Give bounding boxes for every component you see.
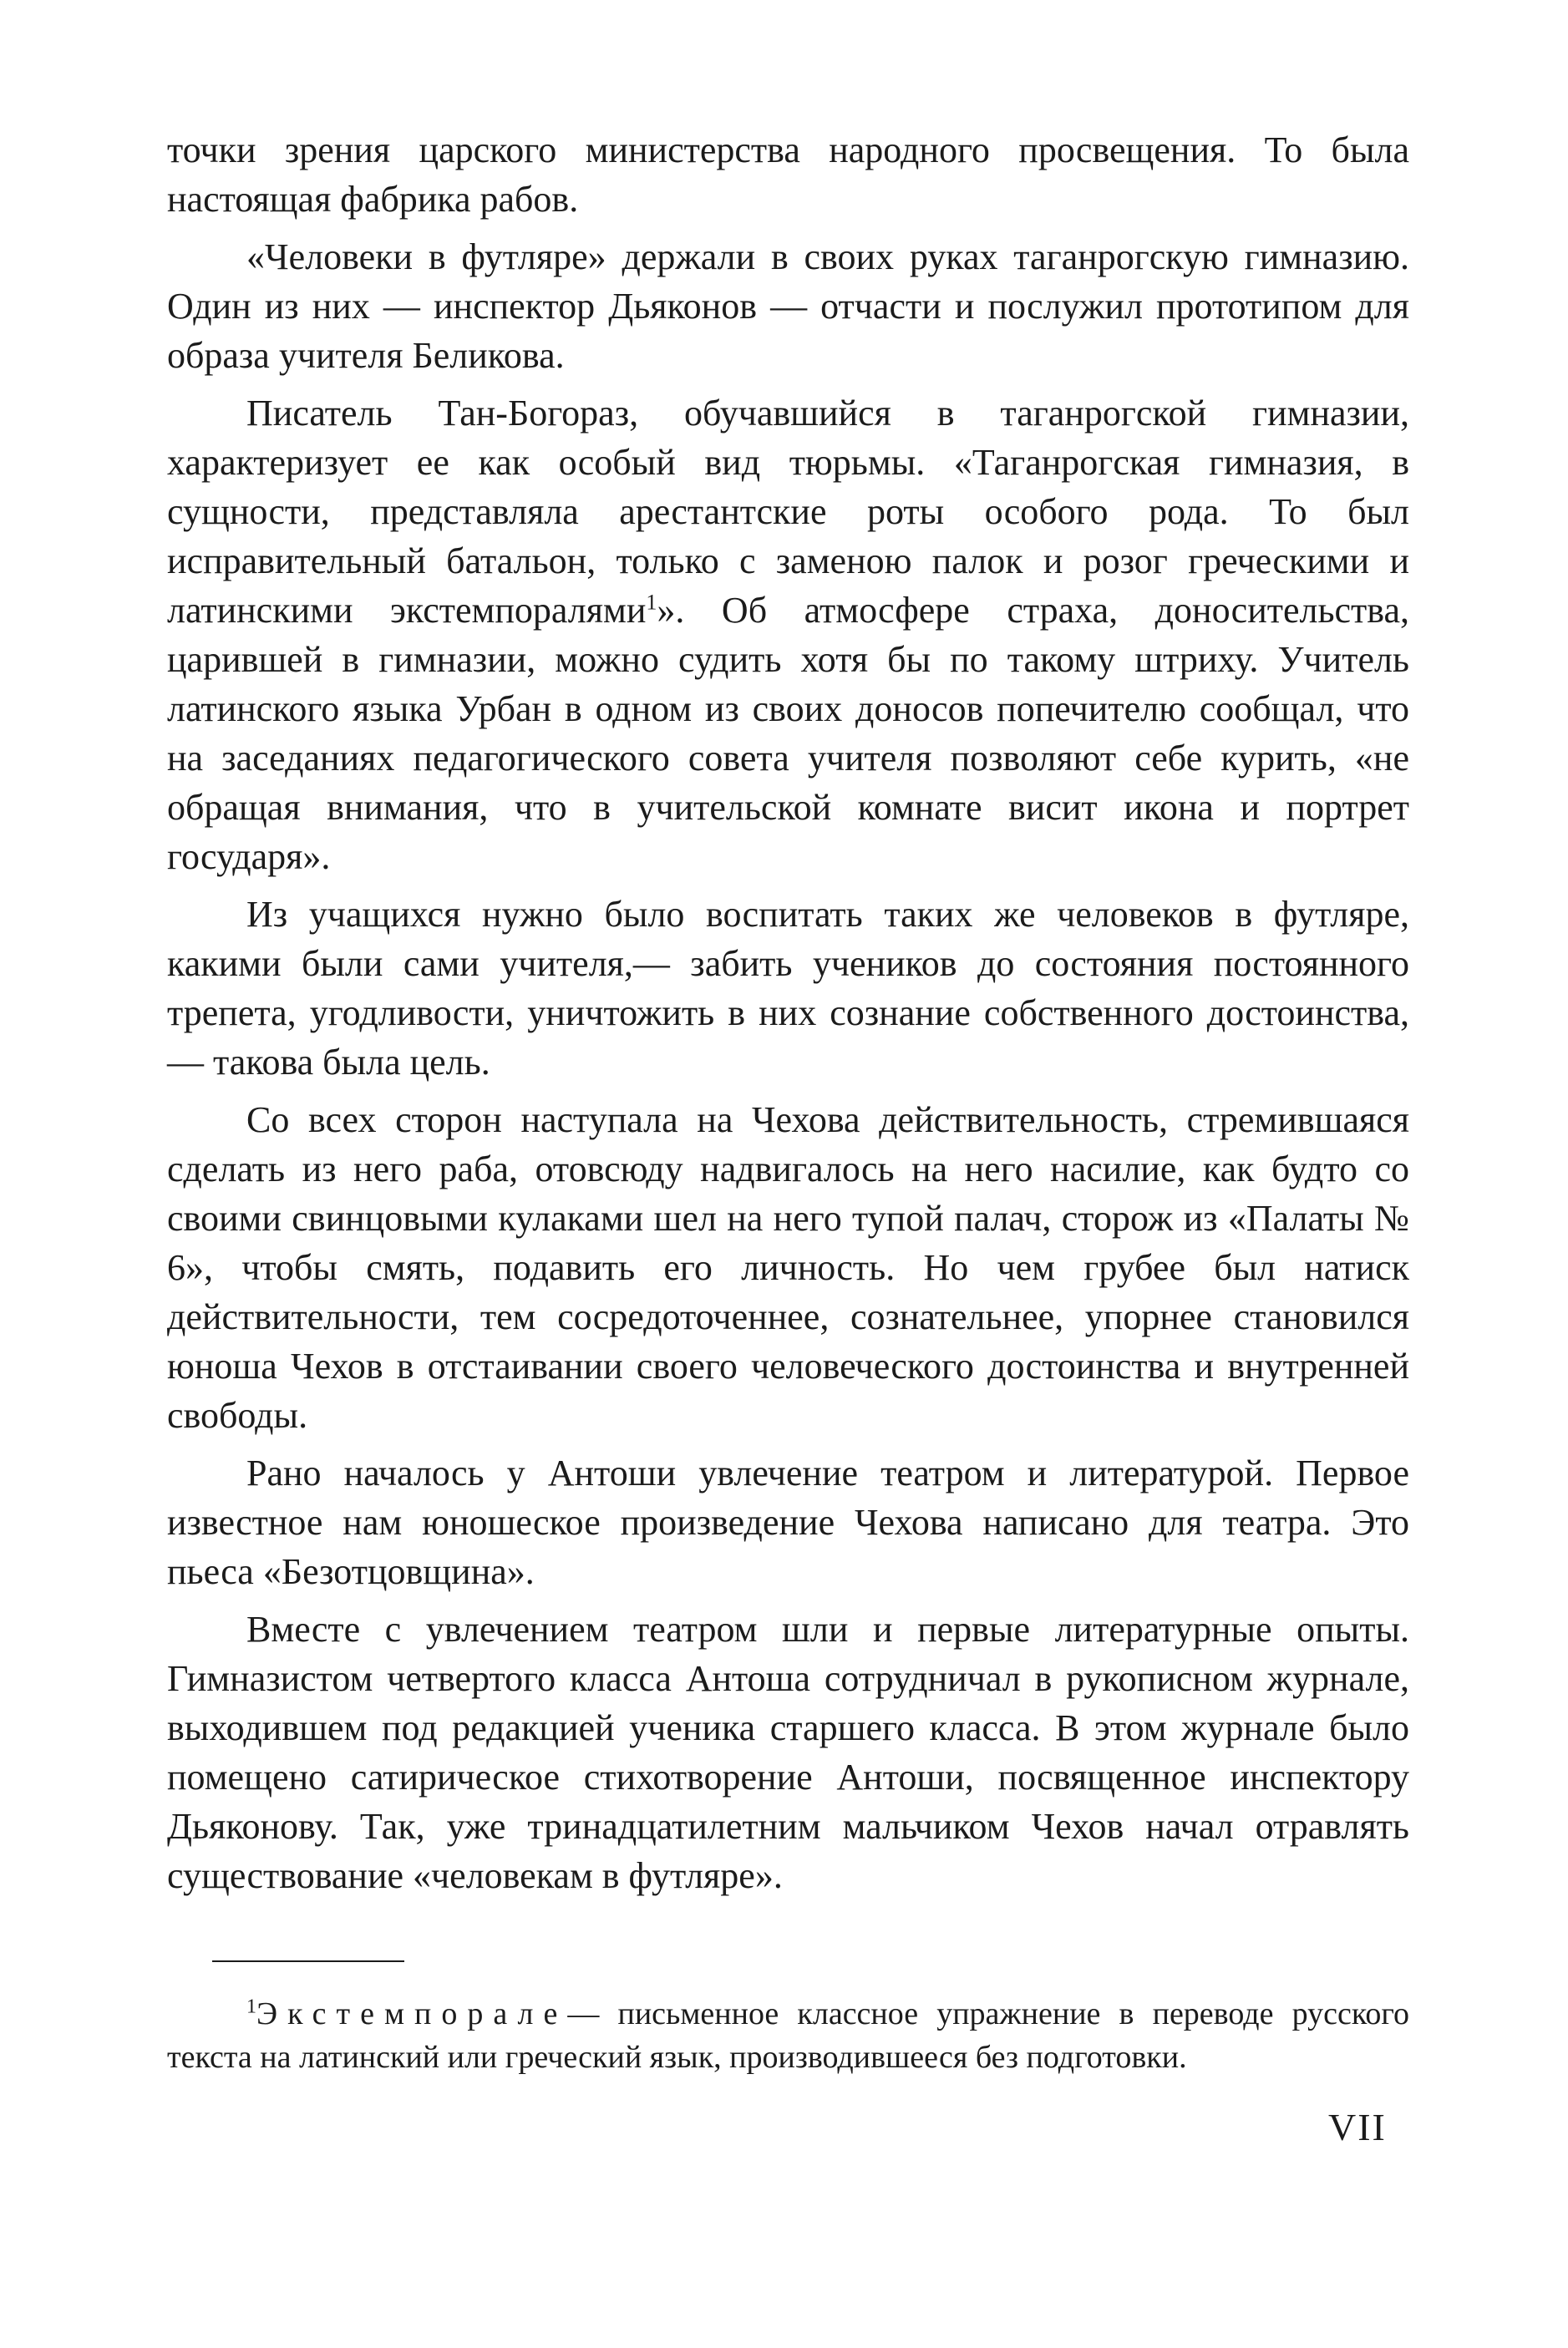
footnote-reference: 1 xyxy=(646,590,657,615)
footnote-mark: 1 xyxy=(246,1996,256,2018)
paragraph-3-text: Писатель Тан-Богораз, обучавшийся в таганрогской гимназии, характеризует ее как особый вид тюрьмы. «Таганрогская гимназия, в сущности, представляла арестантские роты особого рода. То был исправительный батальон, только с заменою палок и розог греческими и латинскими экстемпоралями xyxy=(167,393,1409,631)
body-text xyxy=(167,125,1409,2079)
paragraph-5: Со всех сторон наступала на Чехова действительность, стремившаяся сделать из него раба, отовсюду надвигалось на него насилие, как будто со своими свинцовыми кулаками шел на него тупой палач, сторож из «Палаты № 6», чтобы смять, подавить его личность. Но чем грубее был натиск действительности, тем сосредоточеннее, сознательнее, упорнее становился юноша Чехов в отстаивании своего человеческого достоинства и внутренней свободы. xyxy=(167,1099,1409,1436)
page-number: VII xyxy=(1328,2106,1387,2148)
paragraph-4: Из учащихся нужно было воспитать таких же человеков в футляре, какими были сами учителя,— забить учеников до состояния постоянного трепета, угодливости, уничтожить в них сознание собственного достоинства,— такова была цель. xyxy=(167,894,1409,1083)
paragraph-6: Рано началось у Антоши увлечение театром и литературой. Первое известное нам юношеское произведение Чехова написано для театра. Это пьеса «Безотцовщина». xyxy=(167,1453,1409,1592)
footnote-term: Экстемпорале xyxy=(256,1996,568,2031)
paragraph-3-continuation: ». Об атмосфере страха, доносительства, царившей в гимназии, можно судить хотя бы по такому штриху. Учитель латинского языка Урбан в одном из своих доносов попечителю сообщал, что на заседаниях педагогического совета учителя позволяют себе курить, «не обращая внимания, что в учительской комнате висит икона и портрет государя». xyxy=(167,590,1410,877)
paragraph-1: точки зрения царского министерства народного просвещения. То была настоящая фабрика рабов. xyxy=(167,129,1409,220)
paragraph-7: Вместе с увлечением театром шли и первые литературные опыты. Гимназистом четвертого класса Антоша сотрудничал в рукописном журнале, выходившем под редакцией ученика старшего класса. В этом журнале было помещено сатирическое стихотворение Антоши, посвященное инспектору Дьяконову. Так, уже тринадцатилетним мальчиком Чехов начал отравлять существование «человекам в футляре». xyxy=(167,1609,1409,1896)
footnote-divider xyxy=(212,1960,404,1962)
paragraph-3 xyxy=(167,388,1409,881)
footnote-text: — письменное классное упражнение в переводе русского текста на латинский или греческий язык, производившееся без подготовки. xyxy=(167,1996,1409,2075)
footnote xyxy=(167,1992,1409,2079)
paragraph-2: «Человеки в футляре» держали в своих руках таганрогскую гимназию. Один из них — инспектор Дьяконов — отчасти и послужил прототипом для образа учителя Беликова. xyxy=(167,236,1409,376)
